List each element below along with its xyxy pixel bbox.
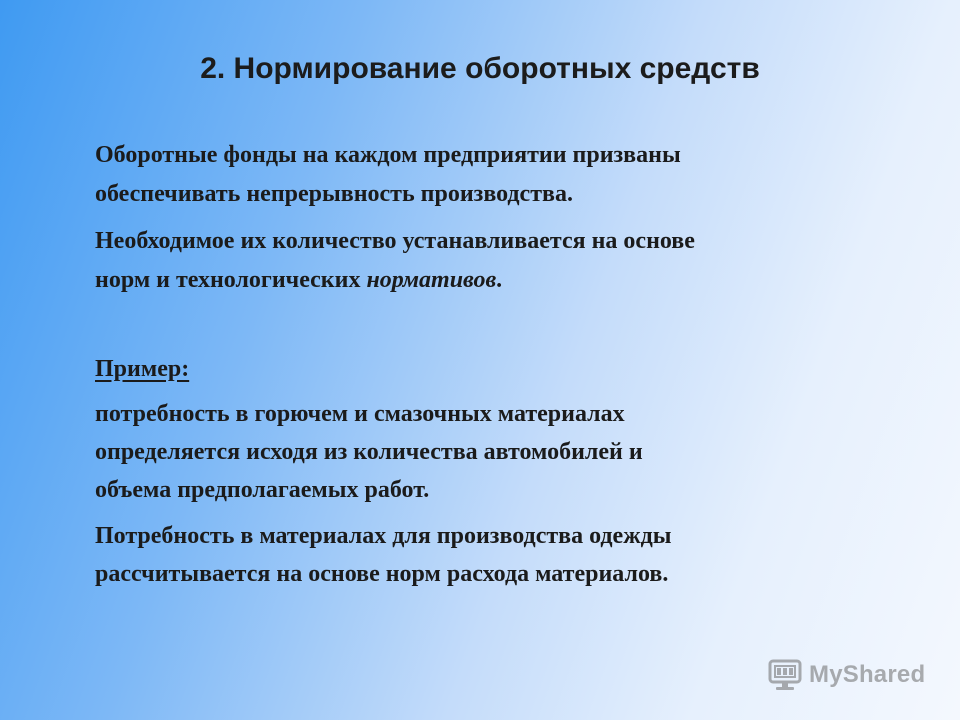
example-item-clothing: [95, 517, 935, 593]
slide-body: [95, 136, 935, 601]
example-line: объема предполагаемых работ.: [95, 477, 430, 503]
watermark-text: MyShared: [809, 661, 926, 688]
paragraph-working-funds: [95, 136, 935, 214]
example-line: рассчитывается на основе норм расхода материалов.: [95, 561, 669, 587]
example-item-fuel: [95, 395, 935, 509]
paragraph-line-start: норм и технологических: [95, 267, 367, 293]
paragraph-required-quantity: [95, 222, 935, 300]
monitor-logo-icon: [767, 658, 803, 692]
paragraph-line: обеспечивать непрерывность производства.: [95, 181, 573, 207]
paragraph-line-end: .: [496, 267, 503, 293]
example-heading: Пример:: [95, 356, 190, 382]
paragraph-line: Необходимое их количество устанавливается на основе: [95, 228, 695, 254]
example-line: потребность в горючем и смазочных материалах: [95, 401, 625, 427]
example-line: определяется исходя из количества автомобилей и: [95, 439, 643, 465]
example-line: Потребность в материалах для производства одежды: [95, 523, 672, 549]
myshared-watermark: [767, 657, 925, 693]
slide-title: 2. Нормирование оборотных средств: [200, 52, 760, 85]
emphasized-word: нормативов: [366, 267, 497, 293]
paragraph-line: Оборотные фонды на каждом предприятии призваны: [95, 142, 681, 168]
